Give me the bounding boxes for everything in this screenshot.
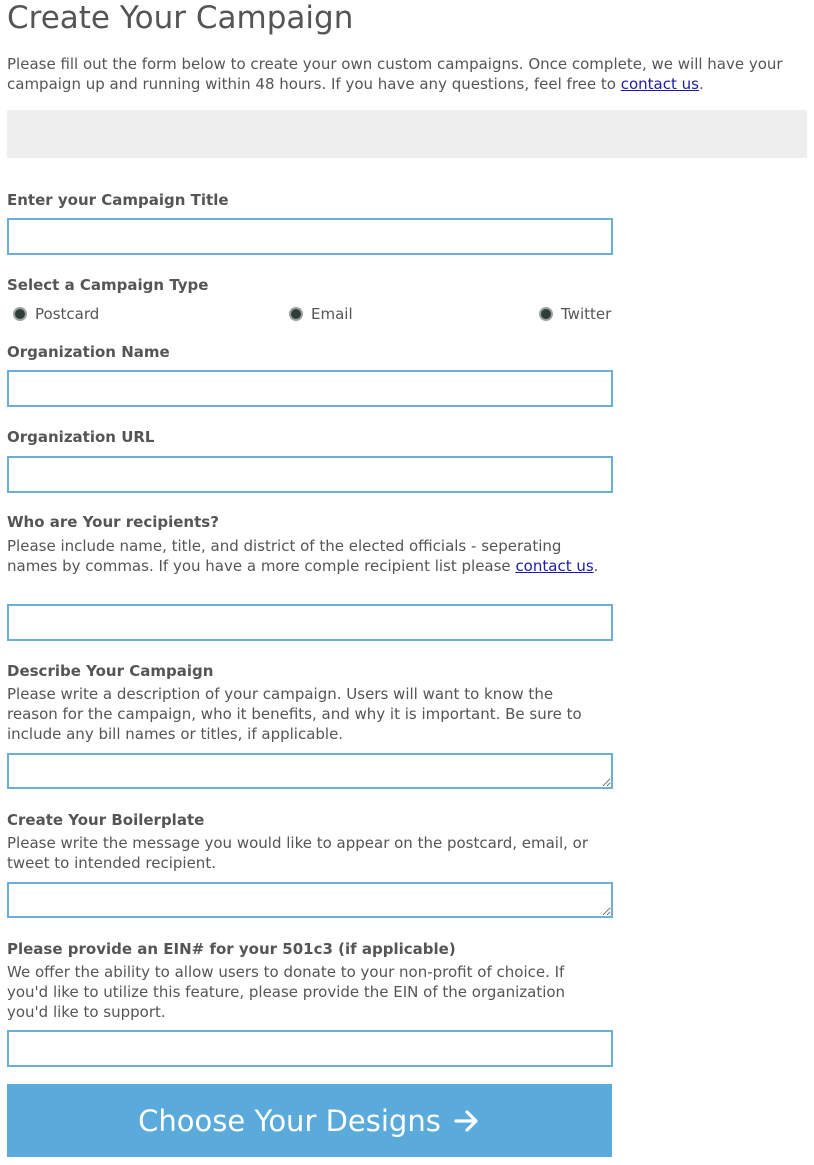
- notice-banner: [7, 110, 807, 158]
- campaign-title-label: Enter your Campaign Title: [7, 191, 229, 209]
- campaign-type-radio-group: [7, 304, 647, 324]
- radio-button-email[interactable]: [289, 307, 303, 321]
- org-url-input[interactable]: [7, 456, 613, 493]
- page-title: Create Your Campaign: [7, 0, 354, 36]
- recipients-help-body: Please include name, title, and district of the elected officials - seperating names by commas. If you have a more comple recipient list please: [7, 537, 562, 575]
- intro-paragraph: [7, 54, 807, 94]
- boilerplate-label: Create Your Boilerplate: [7, 811, 205, 829]
- radio-option-twitter[interactable]: [533, 304, 611, 324]
- recipients-help-text: [7, 536, 607, 576]
- campaign-title-input[interactable]: [7, 218, 613, 255]
- radio-button-postcard[interactable]: [13, 307, 27, 321]
- recipients-contact-link[interactable]: contact us: [515, 557, 594, 575]
- intro-end: .: [698, 75, 704, 93]
- description-textarea[interactable]: [7, 753, 613, 789]
- radio-button-twitter[interactable]: [539, 307, 553, 321]
- choose-designs-button[interactable]: [7, 1084, 612, 1157]
- arrow-right-icon: [453, 1107, 481, 1135]
- ein-help-text: We offer the ability to allow users to donate to your non-profit of choice. If you'd like to utilize this feature, please provide the EIN of the organization you'd like to support.: [7, 963, 566, 1021]
- ein-label: Please provide an EIN# for your 501c3 (if applicable): [7, 940, 456, 958]
- org-name-label: Organization Name: [7, 343, 170, 361]
- recipients-input[interactable]: [7, 604, 613, 641]
- org-url-label: Organization URL: [7, 428, 155, 446]
- boilerplate-textarea[interactable]: [7, 882, 613, 918]
- recipients-help-end: .: [593, 557, 599, 575]
- description-label: Describe Your Campaign: [7, 662, 214, 680]
- intro-text: Please fill out the form below to create your own custom campaigns. Once complete, we will have your campaign up and running within 48 hours. If you have any questions, feel free to: [7, 55, 783, 93]
- radio-option-postcard[interactable]: [7, 304, 99, 324]
- radio-option-email[interactable]: [283, 304, 353, 324]
- campaign-type-label: Select a Campaign Type: [7, 276, 209, 294]
- radio-label-twitter: Twitter: [561, 305, 612, 323]
- choose-designs-label: Choose Your Designs: [138, 1103, 441, 1138]
- intro-contact-link[interactable]: contact us: [620, 75, 699, 93]
- org-name-input[interactable]: [7, 370, 613, 407]
- description-help-text: Please write a description of your campaign. Users will want to know the reason for the campaign, who it benefits, and why it is important. Be sure to include any bill names or titles, if applicable.: [7, 685, 582, 743]
- ein-input[interactable]: [7, 1030, 613, 1067]
- radio-label-postcard: Postcard: [35, 305, 100, 323]
- boilerplate-help-text: Please write the message you would like to appear on the postcard, email, or tweet to intended recipient.: [7, 834, 589, 872]
- radio-label-email: Email: [311, 305, 353, 323]
- recipients-label: Who are Your recipients?: [7, 513, 219, 531]
